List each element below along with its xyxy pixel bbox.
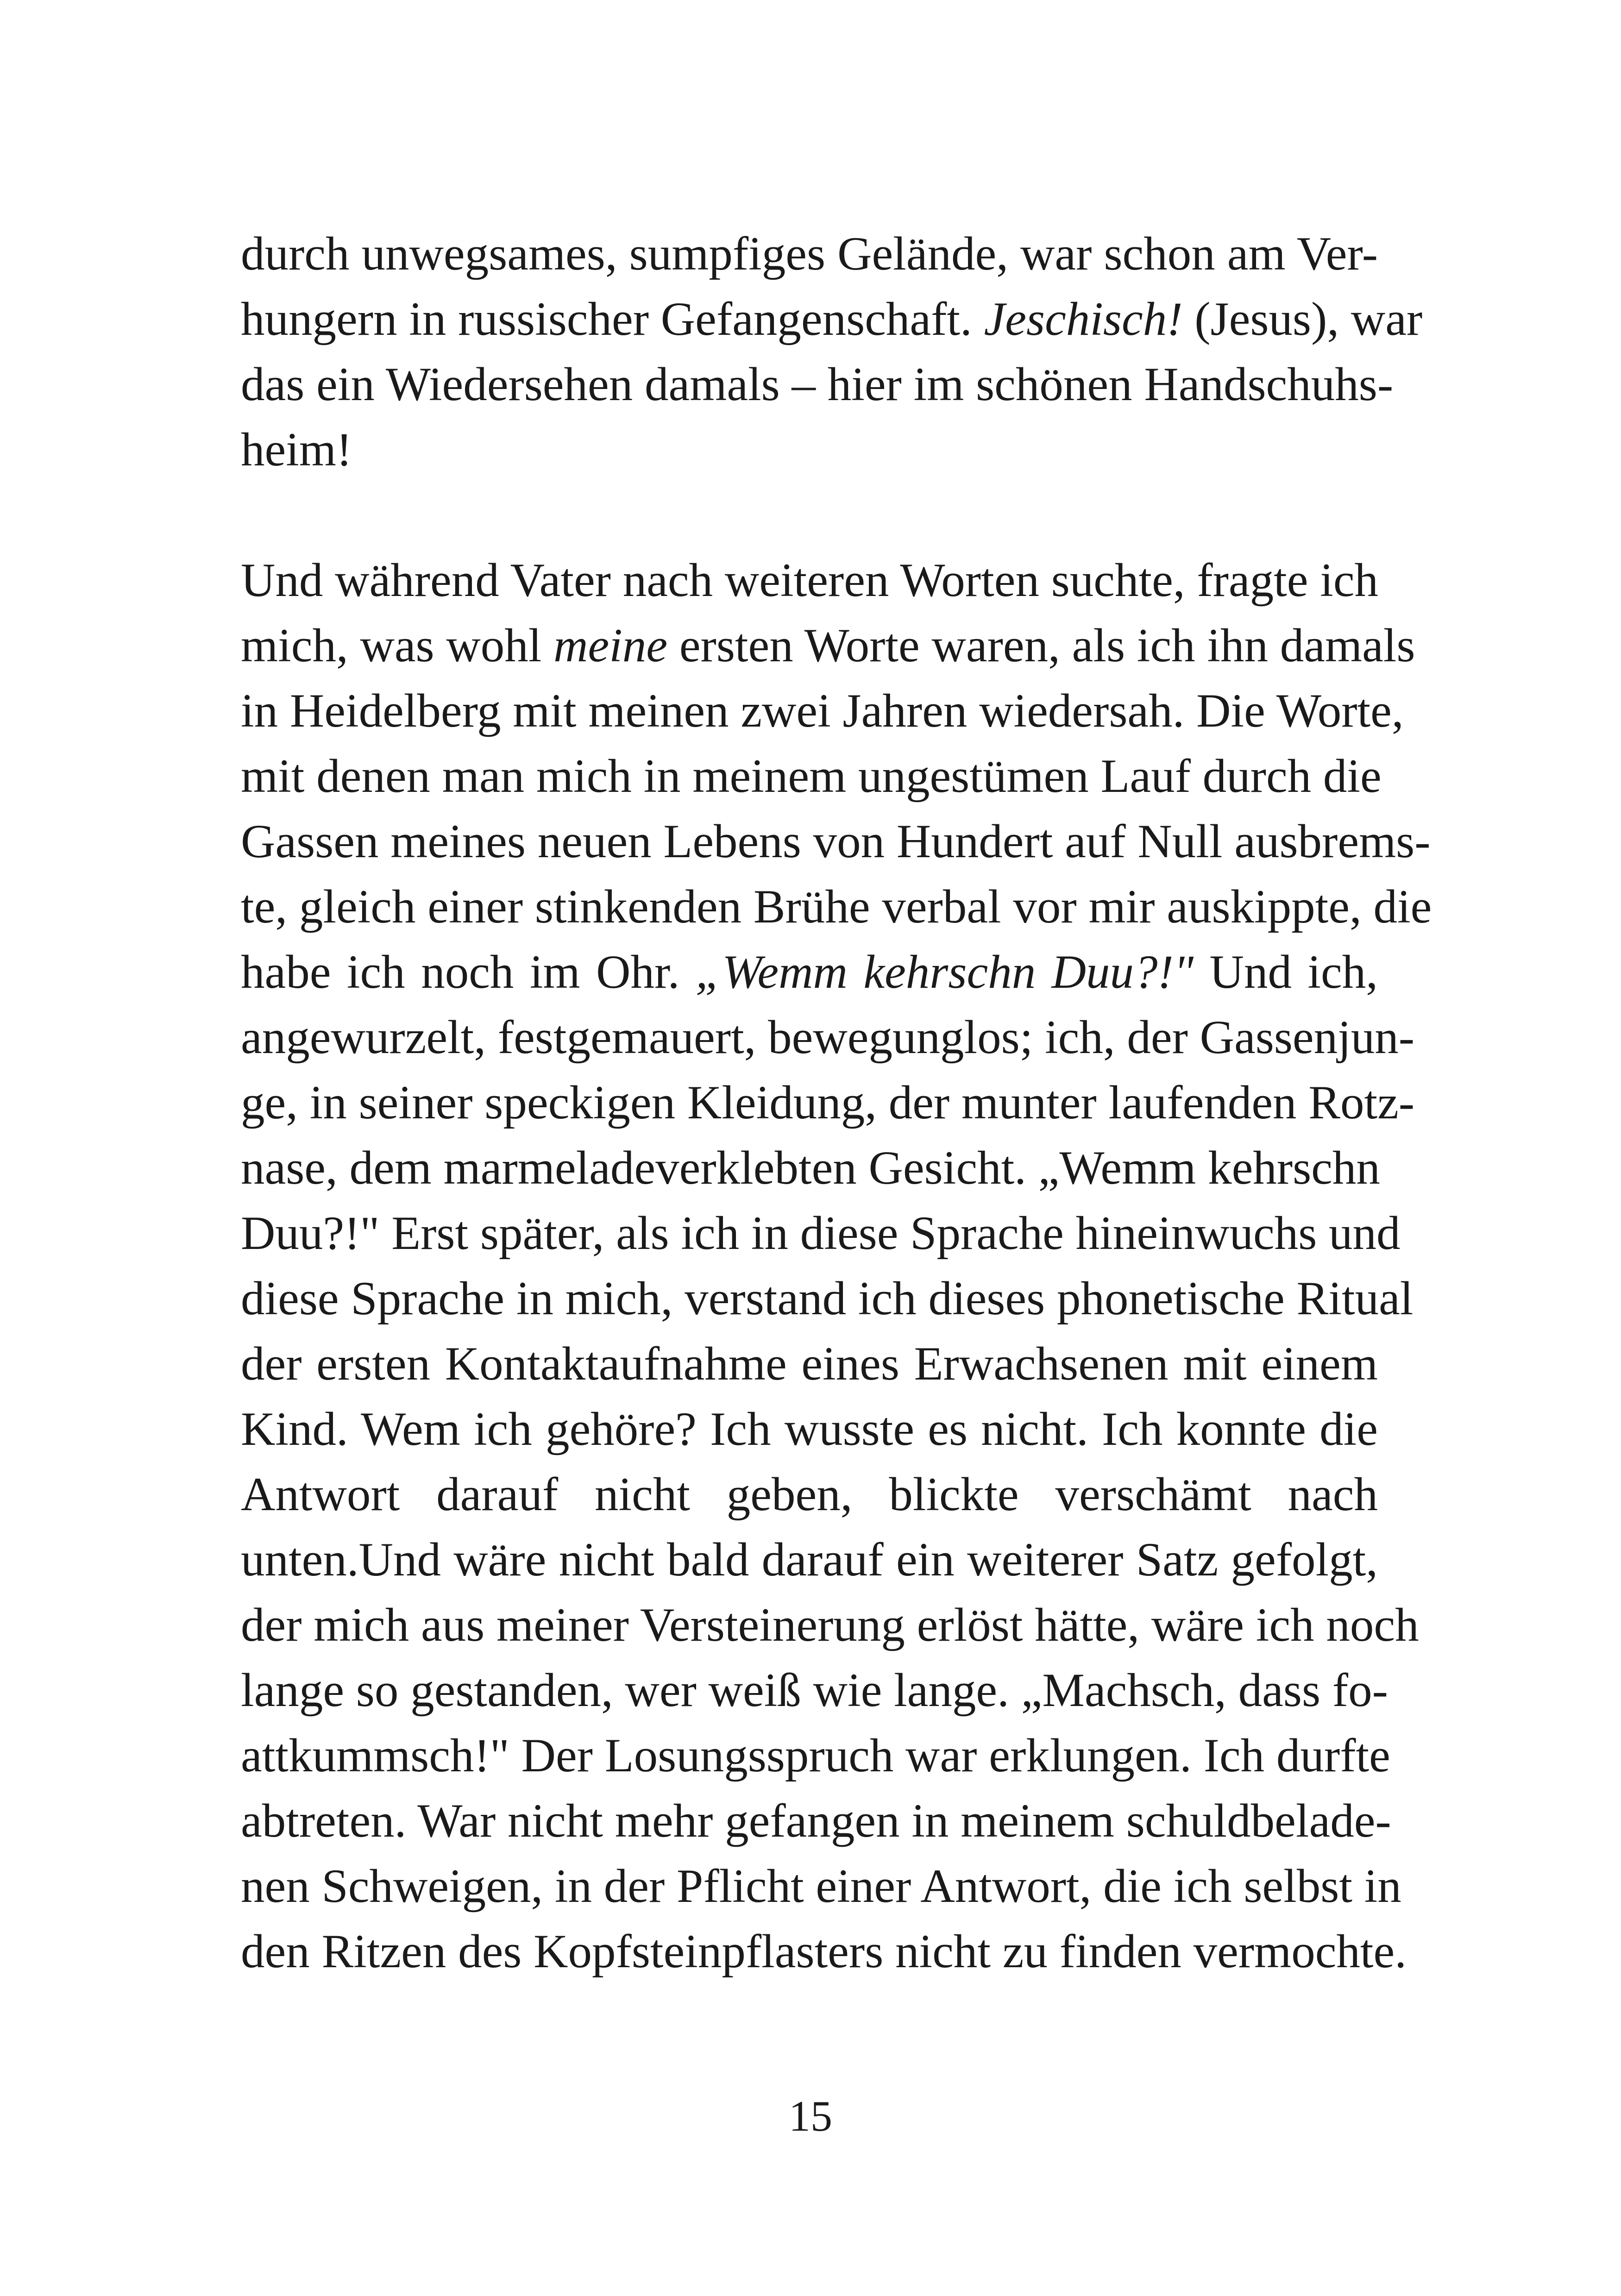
text-line <box>241 352 1394 417</box>
text-line <box>241 1462 1378 1527</box>
text-line <box>241 1201 1401 1266</box>
text-segment: Und während Vater nach weiteren Worten suchte, fragte ich <box>241 554 1379 607</box>
italic-segment: meine <box>553 619 668 672</box>
text-line <box>241 1005 1415 1070</box>
text-segment: habe ich noch im Ohr. <box>241 946 696 998</box>
text-line <box>241 1658 1388 1723</box>
text-line <box>241 1854 1401 1919</box>
text-segment: (Jesus), war <box>1182 293 1423 345</box>
text-segment: durch unwegsames, sumpfiges Gelände, war schon am Ver- <box>241 227 1378 280</box>
paragraph-1 <box>241 221 1423 483</box>
text-segment: angewurzelt, festgemauert, bewegunglos; ich, der Gassenjun- <box>241 1011 1415 1064</box>
text-segment: nase, dem marmeladeverklebten Gesicht. „Wemm kehrschn <box>241 1142 1380 1194</box>
text-segment: mich, was wohl <box>241 619 554 672</box>
text-line <box>241 548 1378 613</box>
italic-segment: Jeschisch! <box>984 293 1183 345</box>
text-segment: Duu?!" Erst später, als ich in diese Sprache hineinwuchs und <box>241 1207 1401 1260</box>
text-segment: mit denen man mich in meinem ungestümen Lauf durch die <box>241 750 1382 803</box>
text-segment: diese Sprache in mich, verstand ich dieses phonetische Ritual <box>241 1272 1414 1325</box>
text-line <box>241 1135 1378 1201</box>
text-line <box>241 1723 1390 1788</box>
text-line <box>241 287 1423 352</box>
text-segment: unten.Und wäre nicht bald darauf ein weiterer Satz gefolgt, <box>241 1533 1378 1586</box>
paragraph-2 <box>241 548 1432 1984</box>
text-segment: nen Schweigen, in der Pflicht einer Antwort, die ich selbst in <box>241 1860 1401 1913</box>
text-segment: lange so gestanden, wer weiß wie lange. „Machsch, dass fo- <box>241 1664 1388 1717</box>
text-segment: Kind. Wem ich gehöre? Ich wusste es nicht. Ich konnte die <box>241 1403 1378 1455</box>
text-line <box>241 678 1404 744</box>
text-segment: hungern in russischer Gefangenschaft. <box>241 293 984 345</box>
text-segment: den Ritzen des Kopfsteinpflasters nicht zu finden vermochte. <box>241 1925 1407 1978</box>
text-line <box>241 1593 1419 1658</box>
text-line <box>241 417 1378 483</box>
text-line <box>241 809 1431 874</box>
text-line <box>241 874 1432 940</box>
text-segment: in Heidelberg mit meinen zwei Jahren wiedersah. Die Worte, <box>241 684 1404 737</box>
text-line <box>241 1397 1378 1462</box>
text-line <box>241 1527 1378 1593</box>
text-segment: attkummsch!" Der Losungsspruch war erklungen. Ich durfte <box>241 1729 1390 1782</box>
text-line <box>241 744 1382 809</box>
text-line <box>241 940 1378 1005</box>
text-line <box>241 613 1415 678</box>
text-line <box>241 221 1378 287</box>
text-line <box>241 1070 1415 1135</box>
text-segment: heim! <box>241 423 352 476</box>
text-segment: Antwort darauf nicht geben, blickte verschämt nach <box>241 1468 1378 1521</box>
text-segment: ge, in seiner speckigen Kleidung, der munter laufenden Rotz- <box>241 1076 1415 1129</box>
text-segment: abtreten. War nicht mehr gefangen in meinem schuldbelade- <box>241 1794 1391 1847</box>
text-line <box>241 1788 1391 1854</box>
text-line <box>241 1266 1414 1331</box>
text-line <box>241 1919 1407 1984</box>
text-segment: Und ich, <box>1194 946 1378 998</box>
text-segment: ersten Worte waren, als ich ihn damals <box>667 619 1415 672</box>
text-segment: der mich aus meiner Versteinerung erlöst hätte, wäre ich noch <box>241 1599 1419 1651</box>
text-segment: der ersten Kontaktaufnahme eines Erwachsenen mit einem <box>241 1337 1378 1390</box>
text-line <box>241 1331 1378 1397</box>
text-segment: das ein Wiedersehen damals – hier im schönen Handschuhs- <box>241 358 1394 411</box>
page-number: 15 <box>789 2092 832 2140</box>
text-segment: te, gleich einer stinkenden Brühe verbal vor mir auskippte, die <box>241 880 1432 933</box>
text-segment: Gassen meines neuen Lebens von Hundert auf Null ausbrems- <box>241 815 1431 868</box>
italic-segment: „Wemm kehrschn Duu?!" <box>695 946 1194 998</box>
